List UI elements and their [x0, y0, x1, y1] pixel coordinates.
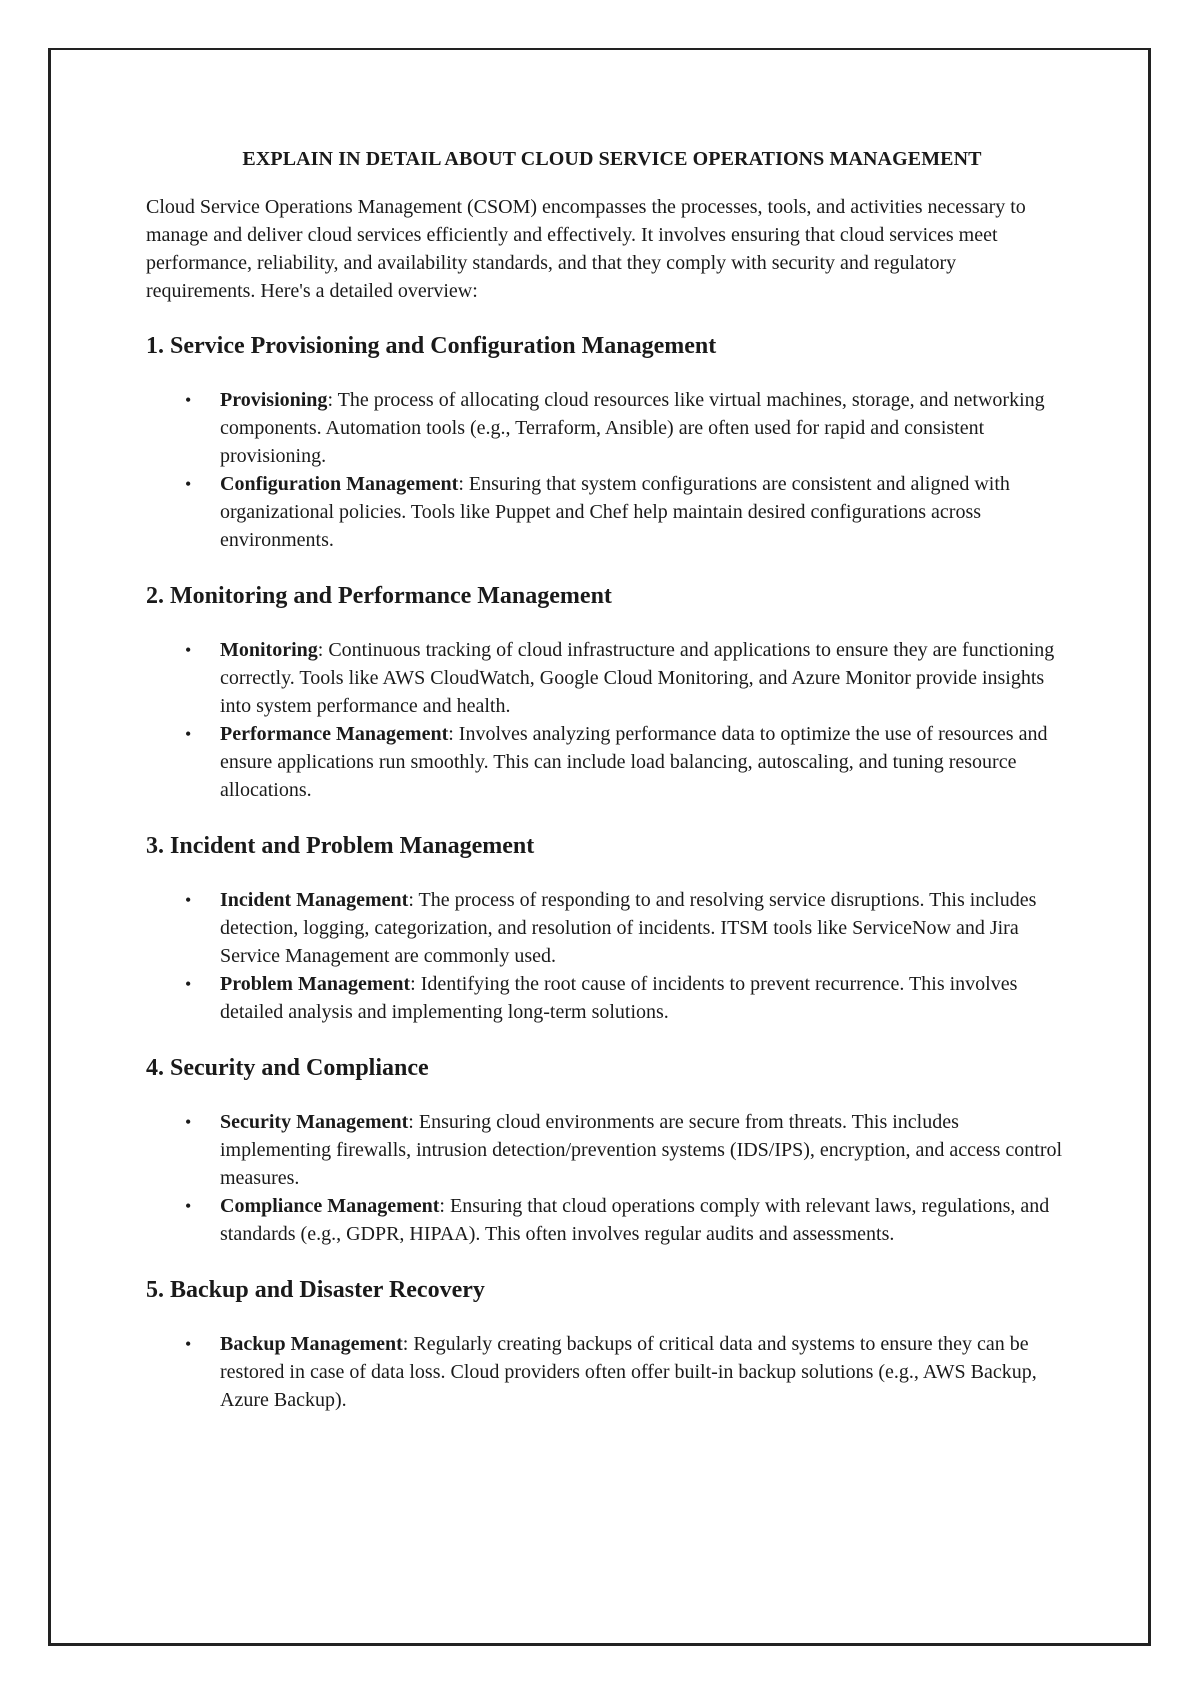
item-term: Configuration Management	[220, 473, 459, 495]
item-term: Problem Management	[220, 973, 411, 995]
item-description: : Involves analyzing performance data to optimize the use of resources and ensure applications run smoothly. This can include load balancing, autoscaling, and tuning resource allocations.	[220, 723, 1048, 801]
section-heading-2: 2. Monitoring and Performance Management	[146, 583, 612, 609]
bullet-dot-icon: •	[185, 974, 192, 994]
bullet-dot-icon: •	[185, 390, 192, 410]
item-term: Compliance Management	[220, 1195, 440, 1217]
bullet-list	[146, 386, 1066, 554]
bullet-list	[146, 636, 1066, 804]
document-title: EXPLAIN IN DETAIL ABOUT CLOUD SERVICE OPERATIONS MANAGEMENT	[242, 148, 982, 170]
bullet-list	[146, 886, 1066, 1026]
item-description: : The process of responding to and resolving service disruptions. This includes detection, logging, categorization, and resolution of incidents. ITSM tools like ServiceNow and Jira Service Management are commonly used.	[220, 889, 1037, 967]
sections-container	[146, 331, 1066, 1414]
item-description: : Continuous tracking of cloud infrastructure and applications to ensure they are functioning correctly. Tools like AWS CloudWatch, Google Cloud Monitoring, and Azure Monitor provide insights into system performance and health.	[220, 639, 1055, 717]
list-item	[146, 886, 1066, 970]
item-term: Backup Management	[220, 1333, 403, 1355]
list-item	[146, 1192, 1066, 1248]
list-item	[146, 470, 1066, 554]
list-item	[146, 1330, 1066, 1414]
section-heading-5: 5. Backup and Disaster Recovery	[146, 1277, 485, 1303]
item-description: : Regularly creating backups of critical data and systems to ensure they can be restored in case of data loss. Cloud providers often offer built-in backup solutions (e.g., AWS Backup, Azure Backup).	[220, 1333, 1037, 1411]
bullet-dot-icon: •	[185, 1334, 192, 1354]
bullet-list	[146, 1108, 1066, 1248]
bullet-list	[146, 1330, 1066, 1414]
bullet-dot-icon: •	[185, 474, 192, 494]
item-description: : Ensuring cloud environments are secure from threats. This includes implementing firewalls, intrusion detection/prevention systems (IDS/IPS), encryption, and access control measures.	[220, 1111, 1063, 1189]
bullet-dot-icon: •	[185, 890, 192, 910]
section-heading-1: 1. Service Provisioning and Configuration Management	[146, 333, 717, 359]
item-description: : Identifying the root cause of incidents to prevent recurrence. This involves detailed analysis and implementing long-term solutions.	[220, 973, 1018, 1023]
list-item	[146, 720, 1066, 804]
item-term: Performance Management	[220, 723, 449, 745]
bullet-dot-icon: •	[185, 1112, 192, 1132]
bullet-dot-icon: •	[185, 1196, 192, 1216]
item-term: Monitoring	[220, 639, 318, 661]
item-description: : The process of allocating cloud resources like virtual machines, storage, and networking components. Automation tools (e.g., Terraform, Ansible) are often used for rapid and consistent provisioning.	[220, 389, 1045, 467]
bullet-dot-icon: •	[185, 724, 192, 744]
list-item	[146, 636, 1066, 720]
intro-paragraph: Cloud Service Operations Management (CSOM) encompasses the processes, tools, and activities necessary to manage and deliver cloud services efficiently and effectively. It involves ensuring that cloud services meet performance, reliability, and availability standards, and that they comply with security and regulatory requirements. Here's a detailed overview:	[146, 196, 1026, 302]
section-heading-3: 3. Incident and Problem Management	[146, 833, 535, 859]
item-term: Provisioning	[220, 389, 328, 411]
list-item	[146, 970, 1066, 1026]
list-item	[146, 1108, 1066, 1192]
item-term: Incident Management	[220, 889, 409, 911]
bullet-dot-icon: •	[185, 640, 192, 660]
item-description: : Ensuring that system configurations are consistent and aligned with organizational policies. Tools like Puppet and Chef help maintain desired configurations across environments.	[220, 473, 1010, 551]
section-heading-4: 4. Security and Compliance	[146, 1055, 429, 1081]
list-item	[146, 386, 1066, 470]
item-term: Security Management	[220, 1111, 409, 1133]
document-body	[146, 147, 1066, 1441]
item-description: : Ensuring that cloud operations comply with relevant laws, regulations, and standards (e.g., GDPR, HIPAA). This often involves regular audits and assessments.	[220, 1195, 1050, 1245]
